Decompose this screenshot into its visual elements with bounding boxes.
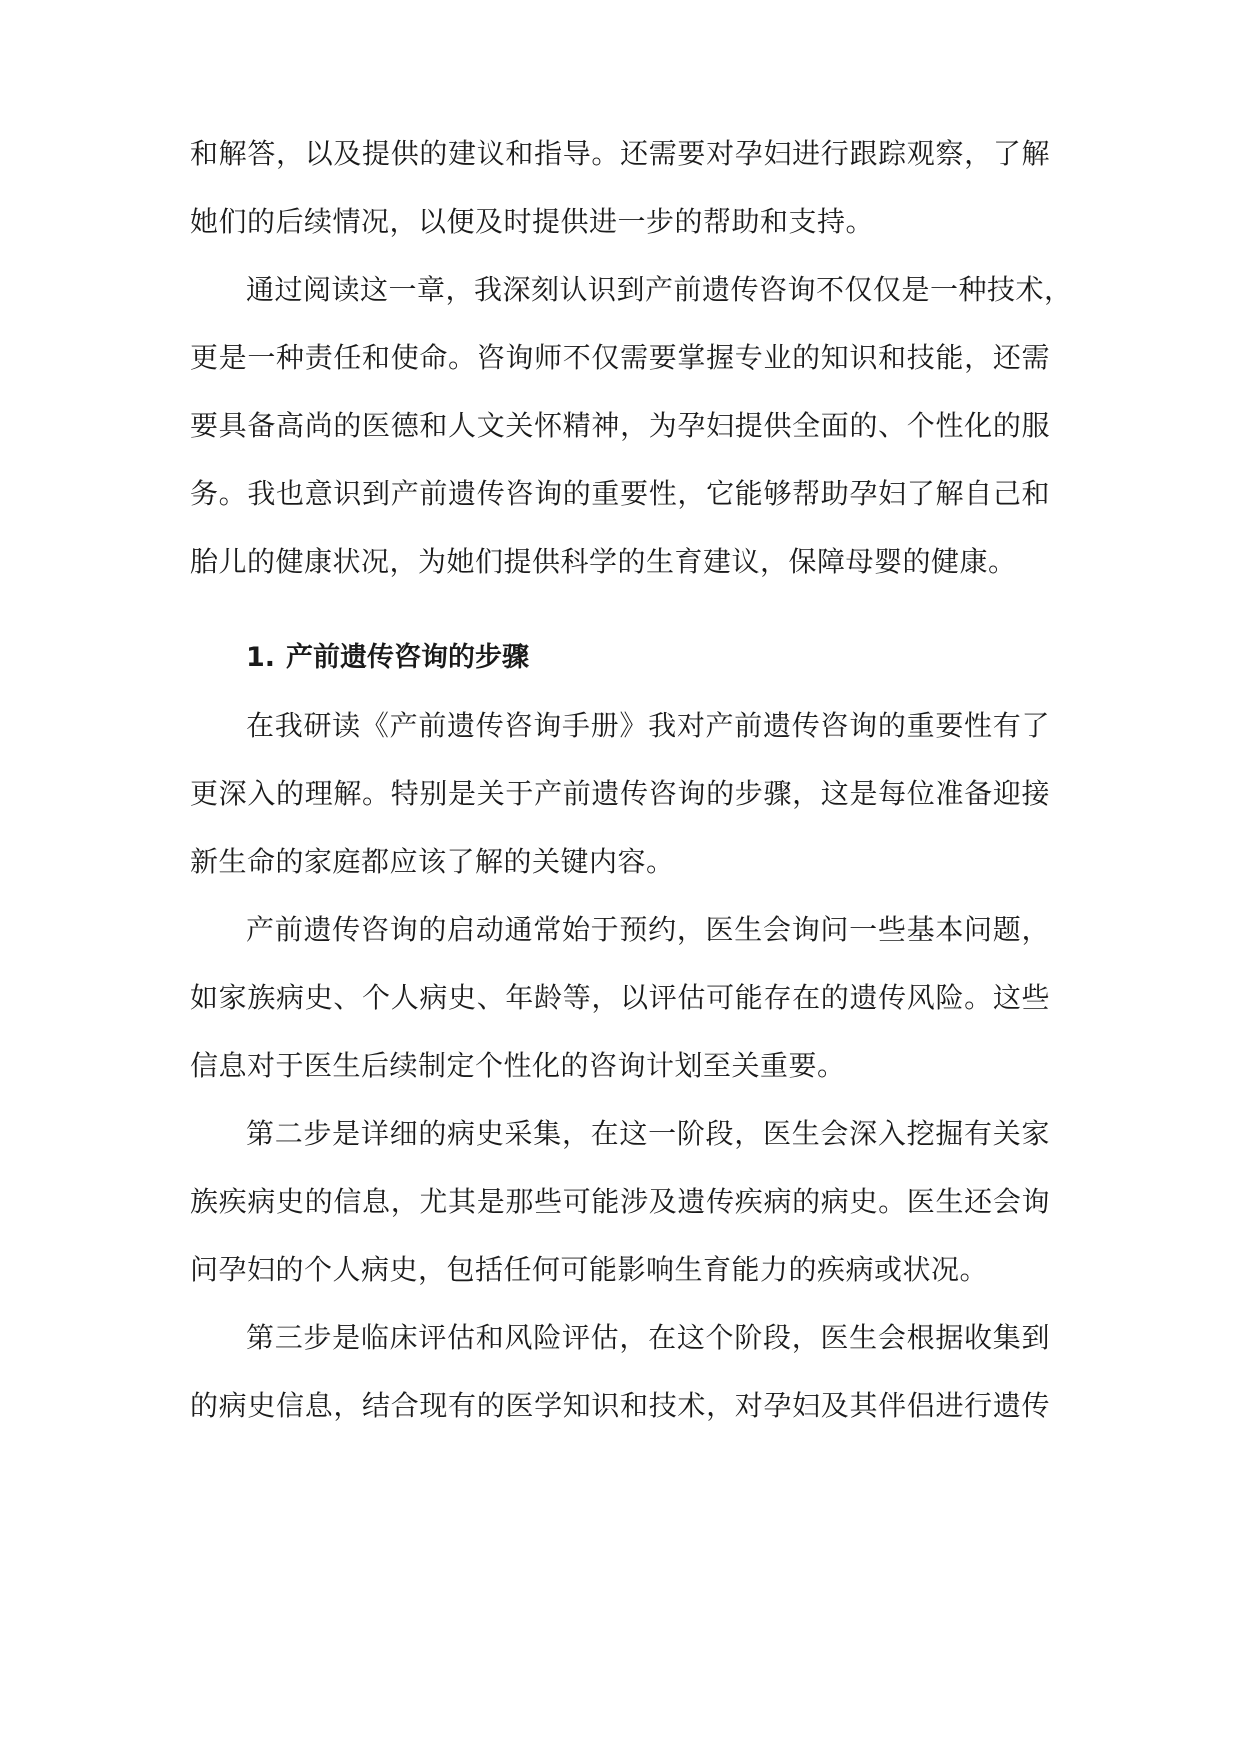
paragraph-5-line-2: 族疾病史的信息，尤其是那些可能涉及遗传疾病的病史。医生还会询: [190, 1185, 1050, 1218]
section-title: 产前遗传咨询的步骤: [286, 642, 529, 673]
paragraph-5-line-1: 第二步是详细的病史采集，在这一阶段，医生会深入挖掘有关家: [246, 1117, 1050, 1150]
paragraph-6-line-2: 的病史信息，结合现有的医学知识和技术，对孕妇及其伴侣进行遗传: [190, 1389, 1050, 1422]
paragraph-4-line-2: 如家族病史、个人病史、年龄等，以评估可能存在的遗传风险。这些: [190, 981, 1050, 1014]
section-number: 1.: [246, 642, 276, 673]
paragraph-3-line-1: 在我研读《产前遗传咨询手册》我对产前遗传咨询的重要性有了: [246, 709, 1050, 742]
paragraph-2-line-1: 通过阅读这一章，我深刻认识到产前遗传咨询不仅仅是一种技术，: [246, 273, 1073, 306]
paragraph-4-line-1: 产前遗传咨询的启动通常始于预约，医生会询问一些基本问题，: [246, 913, 1050, 946]
paragraph-2-line-5: 胎儿的健康状况，为她们提供科学的生育建议，保障母婴的健康。: [190, 545, 1017, 578]
paragraph-2-line-2: 更是一种责任和使命。咨询师不仅需要掌握专业的知识和技能，还需: [190, 341, 1050, 374]
paragraph-3-line-3: 新生命的家庭都应该了解的关键内容。: [190, 845, 675, 878]
paragraph-2-line-3: 要具备高尚的医德和人文关怀精神，为孕妇提供全面的、个性化的服: [190, 409, 1050, 442]
section-heading: [246, 640, 529, 676]
paragraph-1-line-1: 和解答，以及提供的建议和指导。还需要对孕妇进行跟踪观察，了解: [190, 137, 1050, 170]
paragraph-1-line-2: 她们的后续情况，以便及时提供进一步的帮助和支持。: [190, 205, 875, 238]
paragraph-6-line-1: 第三步是临床评估和风险评估，在这个阶段，医生会根据收集到: [246, 1321, 1050, 1354]
paragraph-4-line-3: 信息对于医生后续制定个性化的咨询计划至关重要。: [190, 1049, 846, 1082]
paragraph-2-line-4: 务。我也意识到产前遗传咨询的重要性，它能够帮助孕妇了解自己和: [190, 477, 1050, 510]
paragraph-5-line-3: 问孕妇的个人病史，包括任何可能影响生育能力的疾病或状况。: [190, 1253, 989, 1286]
paragraph-3-line-2: 更深入的理解。特别是关于产前遗传咨询的步骤，这是每位准备迎接: [190, 777, 1050, 810]
